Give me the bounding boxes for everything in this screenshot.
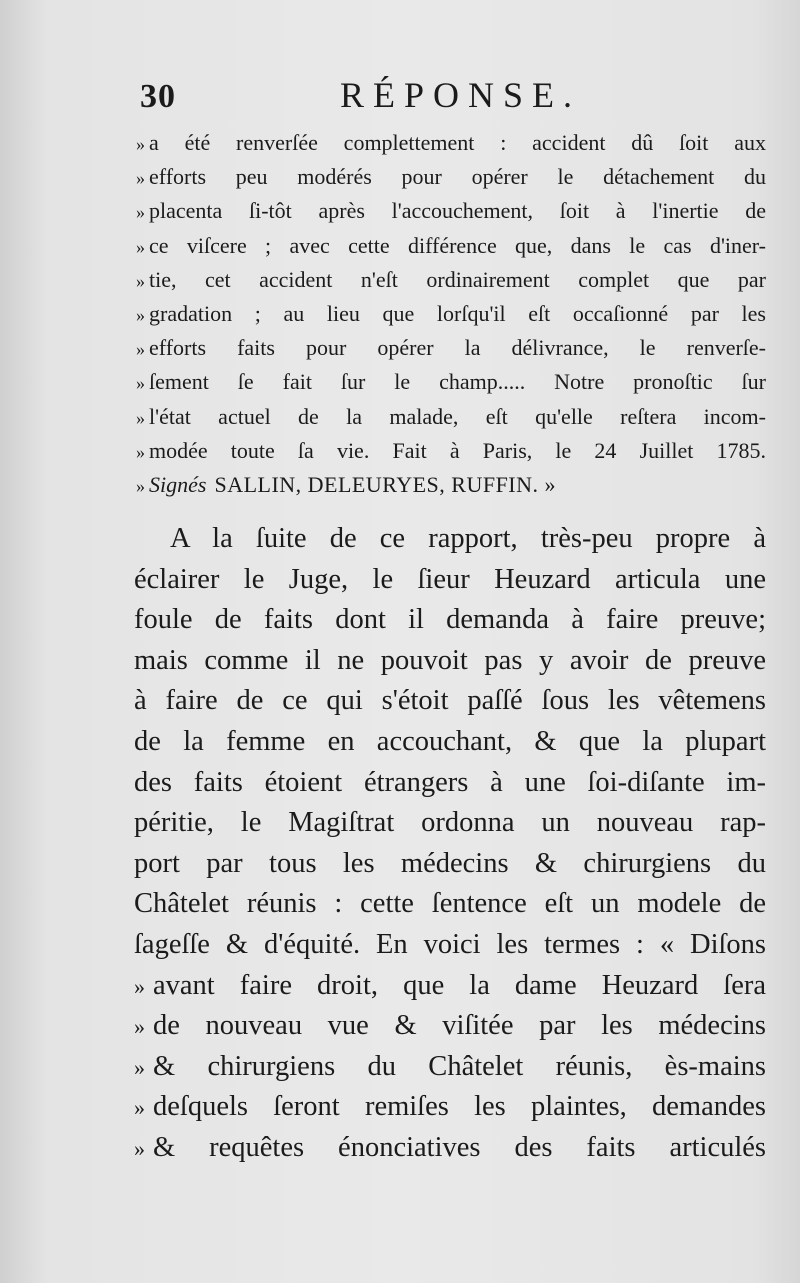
body-text: de nouveau vue & viſitée par les médecins	[153, 1010, 766, 1042]
body-text: deſquels ſeront remiſes les plaintes, demandes	[153, 1091, 766, 1123]
body-line	[134, 763, 766, 804]
quote-mark: »	[134, 1054, 145, 1080]
body-line	[134, 560, 766, 601]
quote-text: efforts peu modérés pour opérer le détachement du	[149, 164, 766, 190]
body-text: mais comme il ne pouvoit pas y avoir de preuve	[134, 644, 766, 676]
signature-names: SALLIN, DELEURYES, RUFFIN. »	[214, 471, 557, 497]
body-text: A la ſuite de ce rapport, très-peu propre à	[170, 523, 766, 554]
body-text: foule de faits dont il demanda à faire preuve;	[134, 604, 766, 636]
quote-line	[136, 229, 766, 263]
quote-mark: »	[136, 168, 145, 189]
body-text: & requêtes énonciatives des faits articulés	[153, 1131, 766, 1163]
body-line	[134, 884, 766, 925]
signature-label: Signés	[149, 471, 207, 497]
quote-line	[136, 263, 766, 297]
body-text: port par tous les médecins & chirurgiens du	[134, 847, 766, 879]
body-line	[134, 600, 766, 641]
quote-line	[136, 365, 766, 399]
body-line	[134, 844, 766, 885]
body-line	[134, 966, 766, 1007]
body-line	[134, 1047, 766, 1088]
body-line	[134, 925, 766, 966]
quote-line	[136, 160, 766, 194]
quote-line	[136, 126, 766, 160]
quote-text: tie, cet accident n'eſt ordinairement complet que par	[149, 266, 766, 292]
body-line	[134, 641, 766, 682]
quote-mark: »	[134, 1135, 145, 1161]
body-line	[134, 519, 766, 560]
quote-line	[136, 400, 766, 434]
quote-text: ce viſcere ; avec cette différence que, dans le cas d'iner-	[149, 232, 766, 258]
quote-line	[136, 434, 766, 468]
quote-text: gradation ; au lieu que lorſqu'il eſt occaſionné par les	[149, 300, 766, 326]
body-line	[134, 681, 766, 722]
signature-line	[136, 468, 766, 502]
body-paragraph	[134, 519, 766, 1169]
page-number: 30	[140, 78, 176, 115]
body-line	[134, 1087, 766, 1128]
quote-mark: »	[136, 373, 145, 394]
body-text: ſageſſe & d'équité. En voici les termes : « Diſons	[134, 928, 766, 960]
body-line	[134, 1128, 766, 1169]
body-text: & chirurgiens du Châtelet réunis, ès-mains	[153, 1050, 766, 1082]
quote-line	[136, 331, 766, 365]
quote-text: modée toute ſa vie. Fait à Paris, le 24 Juillet 1785.	[149, 437, 766, 463]
body-text: de la femme en accouchant, & que la plupart	[134, 725, 766, 757]
quoted-report	[136, 126, 766, 502]
body-line	[134, 1006, 766, 1047]
quote-mark: »	[134, 1095, 145, 1121]
body-text: Châtelet réunis : cette ſentence eſt un modele de	[134, 888, 766, 920]
body-text: péritie, le Magiſtrat ordonna un nouveau rap-	[134, 807, 766, 839]
quote-line	[136, 194, 766, 228]
body-text: avant faire droit, que la dame Heuzard ſera	[153, 969, 766, 1001]
quote-mark: »	[136, 475, 145, 496]
quote-text: placenta ſi-tôt après l'accouchement, ſoit à l'inertie de	[149, 198, 766, 224]
quote-mark: »	[136, 202, 145, 223]
quote-text: ſement ſe fait ſur le champ..... Notre pronoſtic ſur	[149, 369, 766, 395]
body-text: des faits étoient étrangers à une ſoi-diſante im-	[134, 766, 766, 798]
quote-mark: »	[136, 134, 145, 154]
body-text: éclairer le Juge, le ſieur Heuzard articula une	[134, 563, 766, 595]
quote-mark: »	[136, 236, 145, 257]
quote-text: l'état actuel de la malade, eſt qu'elle reſtera incom-	[149, 403, 766, 429]
quote-mark: »	[136, 270, 145, 291]
quote-mark: »	[134, 973, 145, 999]
quote-mark: »	[136, 407, 145, 428]
quote-mark: »	[136, 304, 145, 325]
body-text: à faire de ce qui s'étoit paſſé ſous les vêtemens	[134, 685, 766, 717]
running-head: RÉPONSE.	[340, 75, 582, 115]
body-line	[134, 722, 766, 763]
page-header	[140, 72, 760, 120]
quote-text: efforts faits pour opérer la délivrance, le renverſe-	[149, 335, 766, 361]
quote-mark: »	[136, 441, 145, 462]
quote-text: a été renverſée complettement : accident dû ſoit aux	[149, 130, 766, 155]
quote-line	[136, 297, 766, 331]
quote-mark: »	[136, 339, 145, 360]
body-line	[134, 803, 766, 844]
quote-mark: »	[134, 1014, 145, 1040]
